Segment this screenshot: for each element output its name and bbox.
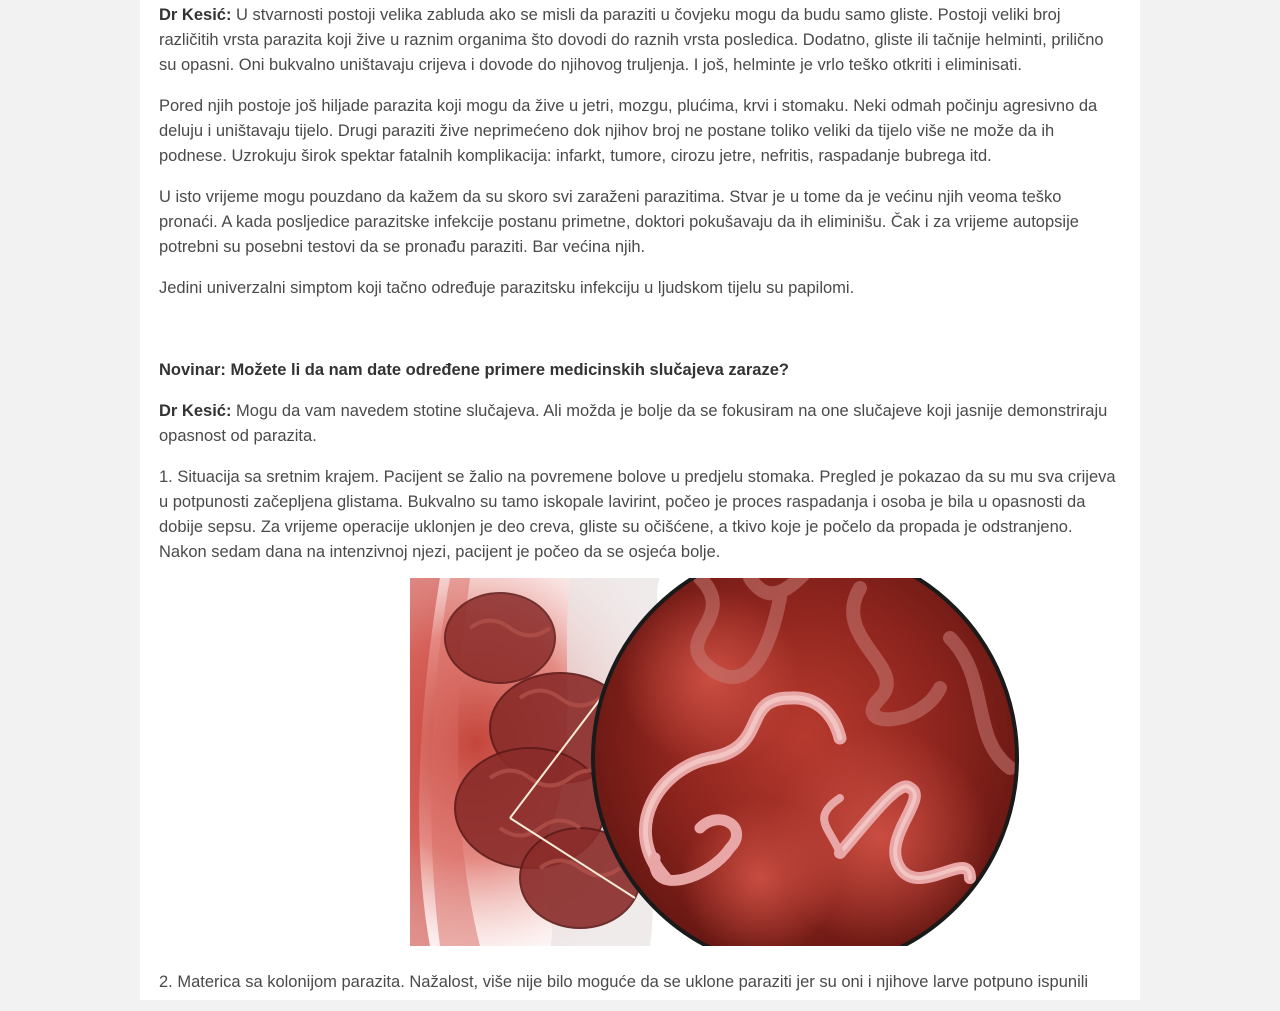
- spacer: [159, 317, 1121, 358]
- intestine-worms-image: [410, 578, 1022, 946]
- case-2-paragraph: 2. Materica sa kolonijom parazita. Nažalost, više nije bilo moguće da se uklone paraziti jer su oni i njihove larve potpuno ispunili: [159, 973, 1089, 991]
- page-container: [140, 0, 1140, 1000]
- paragraph-2: Pored njih postoje još hiljade parazita koji mogu da žive u jetri, mozgu, plućima, krvi i stomaku. Neki odmah počinju agresivno da deluju i uništavaju tijelo. Drugi paraziti žive neprimećeno dok njihov broj ne postane toliko veliki da tijelo više ne može da ih podnese. Uzrokuju širok spektar fatalnih komplikacija: infarkt, tumore, cirozu jetre, nefritis, raspadanje bubrega itd.: [159, 97, 1098, 165]
- article-body: [159, 3, 1121, 1011]
- speaker-label: Dr Kesić:: [159, 402, 232, 420]
- paragraph-answer-1: [159, 3, 1121, 78]
- paragraph-3: U isto vrijeme mogu pouzdano da kažem da su skoro svi zaraženi parazitima. Stvar je u tome da je većinu njih veoma teško pronaći. A kada posljedice parazitske infekcije postanu primetne, doktori pokušavaju da ih eliminišu. Čak i za vrijeme autopsije potrebni su posebni testovi da se pronađu paraziti. Bar većina njih.: [159, 188, 1079, 256]
- interview-question: Novinar: Možete li da nam date određene primere medicinskih slučajeva zaraze?: [159, 361, 789, 379]
- speaker-label: Dr Kesić:: [159, 6, 232, 24]
- case-1-paragraph: 1. Situacija sa sretnim krajem. Pacijent se žalio na povremene bolove u predjelu stomaka. Pregled je pokazao da su mu sva crijeva u potpunosti začepljena glistama. Bukvalno su tamo iskopale lavirint, počeo je proces raspadanja i osoba je bila u opasnosti da dobije sepsu. Za vrijeme operacije uklonjen je deo creva, gliste su očišćene, a tkivo koje je počelo da propada je odstranjeno. Nakon sedam dana na intenzivnoj njezi, pacijent je počeo da se osjeća bolje.: [159, 468, 1116, 561]
- paragraph-answer-2: [159, 399, 1121, 449]
- parasites-illustration: [410, 578, 1022, 946]
- paragraph-4: Jedini univerzalni simptom koji tačno određuje parazitsku infekciju u ljudskom tijelu su papilomi.: [159, 279, 855, 297]
- paragraph-text: Mogu da vam navedem stotine slučajeva. Ali možda je bolje da se fokusiram na one slučajeve koji jasnije demonstriraju opasnost od parazita.: [159, 402, 1108, 445]
- paragraph-text: U stvarnosti postoji velika zabluda ako se misli da paraziti u čovjeku mogu da budu samo gliste. Postoji veliki broj različitih vrsta parazita koji žive u raznim organima što dovodi do raznih vrsta posledica. Dodatno, gliste ili tačnije helminti, prilično su opasni. Oni bukvalno uništavaju crijeva i dovode do njihovog truljenja. I još, helminte je vrlo teško otkriti i eliminisati.: [159, 6, 1104, 74]
